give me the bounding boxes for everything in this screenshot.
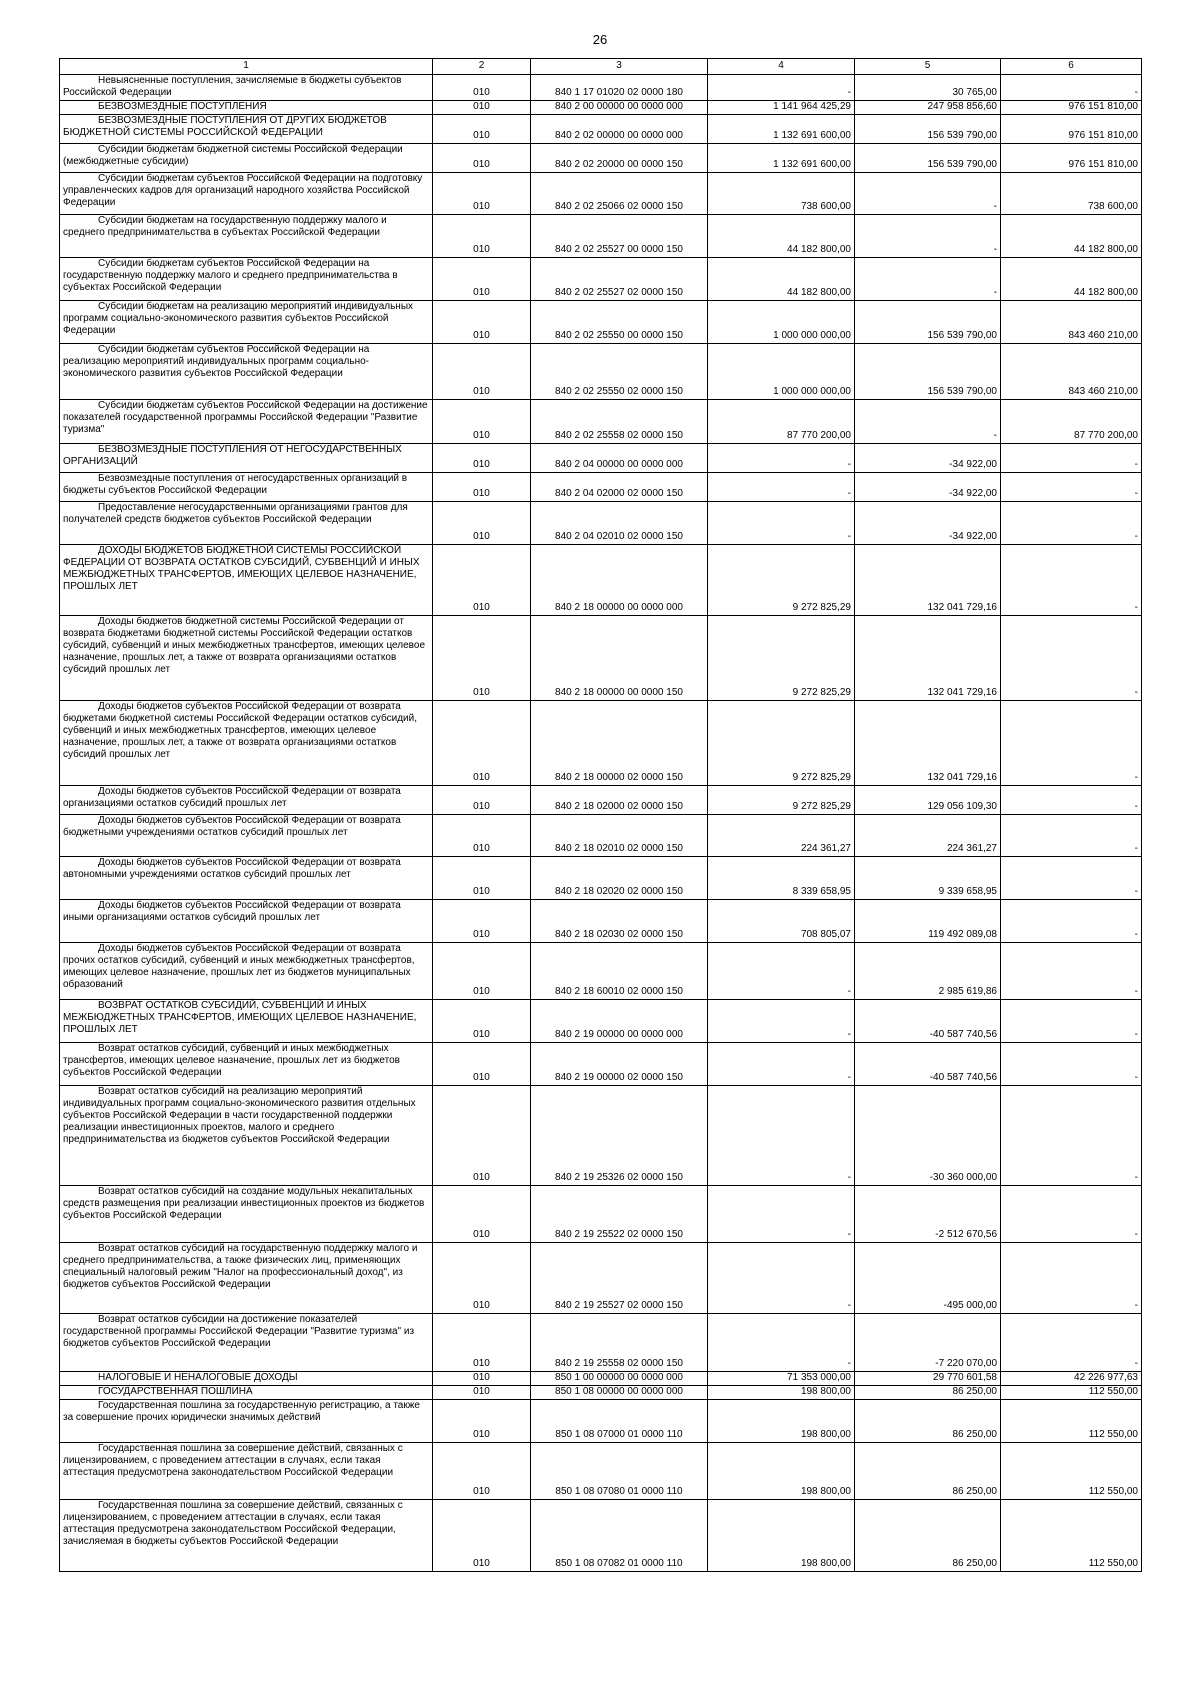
cell-unexecuted: - [1001, 545, 1142, 616]
cell-line-code: 010 [433, 473, 531, 502]
cell-unexecuted: 112 550,00 [1001, 1400, 1142, 1443]
cell-name: Государственная пошлина за совершение действий, связанных с лицензированием, с проведением аттестации в случаях, если такая аттестация предусмотрена законодательством Российской Федерации, зачисляемая в бюджеты субъектов Российской Федерации [60, 1500, 433, 1572]
cell-approved: 1 132 691 600,00 [708, 115, 855, 144]
table-row [60, 786, 1142, 815]
cell-executed: 132 041 729,16 [855, 701, 1001, 786]
cell-unexecuted: - [1001, 701, 1142, 786]
cell-name: НАЛОГОВЫЕ И НЕНАЛОГОВЫЕ ДОХОДЫ [60, 1372, 433, 1386]
cell-line-code: 010 [433, 215, 531, 258]
cell-approved: 224 361,27 [708, 815, 855, 857]
cell-line-code: 010 [433, 1314, 531, 1372]
cell-unexecuted: - [1001, 786, 1142, 815]
cell-line-code: 010 [433, 943, 531, 1000]
cell-executed: 132 041 729,16 [855, 545, 1001, 616]
cell-budget-code: 840 1 17 01020 02 0000 180 [531, 75, 708, 101]
cell-executed: 86 250,00 [855, 1443, 1001, 1500]
cell-approved: 87 770 200,00 [708, 400, 855, 444]
cell-approved: - [708, 1314, 855, 1372]
cell-line-code: 010 [433, 444, 531, 473]
cell-name: Государственная пошлина за совершение действий, связанных с лицензированием, с проведением аттестации в случаях, если такая аттестация предусмотрена законодательством Российской Федерации [60, 1443, 433, 1500]
cell-budget-code: 840 2 18 02010 02 0000 150 [531, 815, 708, 857]
cell-approved: - [708, 1243, 855, 1314]
cell-name: Возврат остатков субсидий, субвенций и иных межбюджетных трансфертов, имеющих целевое назначение, прошлых лет из бюджетов субъектов Российской Федерации [60, 1043, 433, 1086]
table-row [60, 473, 1142, 502]
cell-approved: 44 182 800,00 [708, 215, 855, 258]
cell-unexecuted: 738 600,00 [1001, 173, 1142, 215]
cell-executed: -34 922,00 [855, 473, 1001, 502]
cell-unexecuted: - [1001, 444, 1142, 473]
cell-name: Субсидии бюджетам на реализацию мероприятий индивидуальных программ социально-экономического развития субъектов Российской Федерации [60, 301, 433, 344]
cell-name: ГОСУДАРСТВЕННАЯ ПОШЛИНА [60, 1386, 433, 1400]
revenue-table [59, 58, 1142, 1572]
cell-unexecuted: - [1001, 815, 1142, 857]
cell-line-code: 010 [433, 1243, 531, 1314]
cell-approved: 9 272 825,29 [708, 545, 855, 616]
cell-line-code: 010 [433, 258, 531, 301]
table-row [60, 857, 1142, 900]
cell-approved: 9 272 825,29 [708, 616, 855, 701]
cell-unexecuted: - [1001, 502, 1142, 545]
cell-executed: 132 041 729,16 [855, 616, 1001, 701]
cell-line-code: 010 [433, 1086, 531, 1186]
cell-line-code: 010 [433, 344, 531, 400]
cell-unexecuted: - [1001, 616, 1142, 701]
cell-budget-code: 850 1 08 00000 00 0000 000 [531, 1386, 708, 1400]
cell-unexecuted: - [1001, 1000, 1142, 1043]
cell-executed: 129 056 109,30 [855, 786, 1001, 815]
cell-name: Безвозмездные поступления от негосударственных организаций в бюджеты субъектов Российской Федерации [60, 473, 433, 502]
cell-executed: -34 922,00 [855, 502, 1001, 545]
cell-approved: 9 272 825,29 [708, 786, 855, 815]
cell-name: Доходы бюджетов субъектов Российской Федерации от возврата прочих остатков субсидий, субвенций и иных межбюджетных трансфертов, имеющих целевое назначение, прошлых лет из бюджетов муниципальных образований [60, 943, 433, 1000]
cell-approved: - [708, 1086, 855, 1186]
cell-line-code: 010 [433, 1500, 531, 1572]
table-row [60, 75, 1142, 101]
cell-executed: 247 958 856,60 [855, 101, 1001, 115]
cell-budget-code: 850 1 08 07080 01 0000 110 [531, 1443, 708, 1500]
cell-line-code: 010 [433, 1000, 531, 1043]
cell-name: Доходы бюджетов субъектов Российской Федерации от возврата автономными учреждениями остатков субсидий прошлых лет [60, 857, 433, 900]
cell-line-code: 010 [433, 75, 531, 101]
cell-approved: 738 600,00 [708, 173, 855, 215]
cell-executed: -7 220 070,00 [855, 1314, 1001, 1372]
table-row [60, 144, 1142, 173]
cell-executed: -40 587 740,56 [855, 1000, 1001, 1043]
cell-name: Доходы бюджетов субъектов Российской Федерации от возврата бюджетными учреждениями остатков субсидий прошлых лет [60, 815, 433, 857]
cell-line-code: 010 [433, 815, 531, 857]
cell-name: Доходы бюджетов субъектов Российской Федерации от возврата организациями остатков субсидий прошлых лет [60, 786, 433, 815]
cell-executed: 9 339 658,95 [855, 857, 1001, 900]
table-row [60, 1186, 1142, 1243]
cell-approved: - [708, 943, 855, 1000]
cell-unexecuted: - [1001, 75, 1142, 101]
cell-line-code: 010 [433, 1372, 531, 1386]
cell-name: Возврат остатков субсидии на достижение показателей государственной программы Российской Федерации "Развитие туризма" из бюджетов субъектов Российской Федерации [60, 1314, 433, 1372]
cell-name: БЕЗВОЗМЕЗДНЫЕ ПОСТУПЛЕНИЯ [60, 101, 433, 115]
cell-name: ВОЗВРАТ ОСТАТКОВ СУБСИДИЙ, СУБВЕНЦИЙ И ИНЫХ МЕЖБЮДЖЕТНЫХ ТРАНСФЕРТОВ, ИМЕЮЩИХ ЦЕЛЕВОЕ НАЗНАЧЕНИЕ, ПРОШЛЫХ ЛЕТ [60, 1000, 433, 1043]
table-row [60, 173, 1142, 215]
cell-approved: - [708, 1000, 855, 1043]
cell-budget-code: 840 2 19 25326 02 0000 150 [531, 1086, 708, 1186]
cell-unexecuted: 976 151 810,00 [1001, 144, 1142, 173]
table-row [60, 1500, 1142, 1572]
cell-name: Невыясненные поступления, зачисляемые в бюджеты субъектов Российской Федерации [60, 75, 433, 101]
cell-budget-code: 840 2 19 00000 02 0000 150 [531, 1043, 708, 1086]
cell-budget-code: 840 2 00 00000 00 0000 000 [531, 101, 708, 115]
cell-executed: 29 770 601,58 [855, 1372, 1001, 1386]
cell-executed: - [855, 400, 1001, 444]
cell-name: Субсидии бюджетам бюджетной системы Российской Федерации (межбюджетные субсидии) [60, 144, 433, 173]
cell-approved: 44 182 800,00 [708, 258, 855, 301]
cell-budget-code: 850 1 08 07082 01 0000 110 [531, 1500, 708, 1572]
cell-executed: -34 922,00 [855, 444, 1001, 473]
cell-unexecuted: 843 460 210,00 [1001, 301, 1142, 344]
table-row [60, 701, 1142, 786]
cell-executed: -40 587 740,56 [855, 1043, 1001, 1086]
cell-unexecuted: 44 182 800,00 [1001, 215, 1142, 258]
cell-line-code: 010 [433, 502, 531, 545]
cell-approved: 198 800,00 [708, 1500, 855, 1572]
cell-name: Возврат остатков субсидий на реализацию мероприятий индивидуальных программ социально-экономического развития отдельных субъектов Российской Федерации в части государственной поддержки реализации инвестиционных проектов, малого и среднего предпринимательства из бюджетов субъектов Российской Федерации [60, 1086, 433, 1186]
cell-approved: 71 353 000,00 [708, 1372, 855, 1386]
cell-name: БЕЗВОЗМЕЗДНЫЕ ПОСТУПЛЕНИЯ ОТ ДРУГИХ БЮДЖЕТОВ БЮДЖЕТНОЙ СИСТЕМЫ РОССИЙСКОЙ ФЕДЕРАЦИИ [60, 115, 433, 144]
cell-name: Субсидии бюджетам субъектов Российской Федерации на реализацию мероприятий индивидуальных программ социально-экономического развития субъектов Российской Федерации [60, 344, 433, 400]
cell-budget-code: 840 2 02 25558 02 0000 150 [531, 400, 708, 444]
cell-name: БЕЗВОЗМЕЗДНЫЕ ПОСТУПЛЕНИЯ ОТ НЕГОСУДАРСТВЕННЫХ ОРГАНИЗАЦИЙ [60, 444, 433, 473]
table-row [60, 215, 1142, 258]
cell-name: Государственная пошлина за государственную регистрацию, а также за совершение прочих юридически значимых действий [60, 1400, 433, 1443]
cell-approved: - [708, 502, 855, 545]
cell-approved: 1 141 964 425,29 [708, 101, 855, 115]
cell-executed: - [855, 173, 1001, 215]
header-col-5: 5 [855, 59, 1001, 75]
cell-name: Предоставление негосударственными организациями грантов для получателей средств бюджетов субъектов Российской Федерации [60, 502, 433, 545]
cell-line-code: 010 [433, 857, 531, 900]
cell-approved: 8 339 658,95 [708, 857, 855, 900]
cell-name: Субсидии бюджетам субъектов Российской Федерации на подготовку управленческих кадров для организаций народного хозяйства Российской Федерации [60, 173, 433, 215]
table-row [60, 1314, 1142, 1372]
cell-line-code: 010 [433, 1443, 531, 1500]
cell-unexecuted: - [1001, 900, 1142, 943]
cell-budget-code: 840 2 18 02000 02 0000 150 [531, 786, 708, 815]
cell-approved: 1 000 000 000,00 [708, 344, 855, 400]
cell-budget-code: 840 2 18 60010 02 0000 150 [531, 943, 708, 1000]
cell-budget-code: 840 2 18 00000 02 0000 150 [531, 701, 708, 786]
table-row [60, 101, 1142, 115]
cell-budget-code: 840 2 04 00000 00 0000 000 [531, 444, 708, 473]
cell-executed: - [855, 215, 1001, 258]
cell-approved: 9 272 825,29 [708, 701, 855, 786]
cell-unexecuted: - [1001, 1243, 1142, 1314]
cell-line-code: 010 [433, 301, 531, 344]
cell-unexecuted: 42 226 977,63 [1001, 1372, 1142, 1386]
page-number: 26 [592, 32, 608, 47]
cell-executed: 156 539 790,00 [855, 301, 1001, 344]
cell-budget-code: 840 2 02 20000 00 0000 150 [531, 144, 708, 173]
cell-budget-code: 840 2 02 25527 00 0000 150 [531, 215, 708, 258]
cell-budget-code: 840 2 04 02000 02 0000 150 [531, 473, 708, 502]
cell-line-code: 010 [433, 616, 531, 701]
cell-line-code: 010 [433, 173, 531, 215]
cell-executed: 156 539 790,00 [855, 115, 1001, 144]
header-row [60, 59, 1142, 75]
table-row [60, 1443, 1142, 1500]
cell-line-code: 010 [433, 101, 531, 115]
cell-unexecuted: - [1001, 1086, 1142, 1186]
table-row [60, 1372, 1142, 1386]
table-header [60, 59, 1142, 75]
table-row [60, 1243, 1142, 1314]
table-body [60, 75, 1142, 1572]
cell-unexecuted: 44 182 800,00 [1001, 258, 1142, 301]
cell-name: Доходы бюджетов бюджетной системы Российской Федерации от возврата бюджетами бюджетной системы Российской Федерации остатков субсидий, субвенций и иных межбюджетных трансфертов, имеющих целевое назначение, прошлых лет, а также от возврата организациями остатков субсидий прошлых лет [60, 616, 433, 701]
cell-unexecuted: 112 550,00 [1001, 1443, 1142, 1500]
cell-approved: - [708, 444, 855, 473]
cell-unexecuted: 112 550,00 [1001, 1386, 1142, 1400]
cell-approved: 1 132 691 600,00 [708, 144, 855, 173]
cell-budget-code: 840 2 19 25527 02 0000 150 [531, 1243, 708, 1314]
table-row [60, 344, 1142, 400]
cell-name: Возврат остатков субсидий на создание модульных некапитальных средств размещения при реализации инвестиционных проектов из бюджетов субъектов Российской Федерации [60, 1186, 433, 1243]
cell-approved: 198 800,00 [708, 1386, 855, 1400]
table-row [60, 815, 1142, 857]
cell-budget-code: 840 2 02 00000 00 0000 000 [531, 115, 708, 144]
cell-unexecuted: - [1001, 1043, 1142, 1086]
cell-approved: - [708, 1186, 855, 1243]
table-row [60, 616, 1142, 701]
cell-unexecuted: - [1001, 943, 1142, 1000]
cell-approved: 198 800,00 [708, 1443, 855, 1500]
cell-unexecuted: 843 460 210,00 [1001, 344, 1142, 400]
cell-line-code: 010 [433, 1386, 531, 1400]
cell-budget-code: 840 2 04 02010 02 0000 150 [531, 502, 708, 545]
table-row [60, 400, 1142, 444]
cell-name: Возврат остатков субсидий на государственную поддержку малого и среднего предпринимательства, а также физических лиц, применяющих специальный налоговый режим "Налог на профессиональный доход", из бюджетов субъектов Российской Федерации [60, 1243, 433, 1314]
header-col-4: 4 [708, 59, 855, 75]
cell-executed: 86 250,00 [855, 1400, 1001, 1443]
cell-budget-code: 840 2 02 25066 02 0000 150 [531, 173, 708, 215]
cell-line-code: 010 [433, 1043, 531, 1086]
cell-executed: -2 512 670,56 [855, 1186, 1001, 1243]
cell-budget-code: 840 2 18 00000 00 0000 000 [531, 545, 708, 616]
cell-budget-code: 850 1 08 07000 01 0000 110 [531, 1400, 708, 1443]
table-row [60, 1386, 1142, 1400]
table-row [60, 545, 1142, 616]
table-row [60, 115, 1142, 144]
cell-unexecuted: 976 151 810,00 [1001, 115, 1142, 144]
cell-executed: -30 360 000,00 [855, 1086, 1001, 1186]
cell-budget-code: 840 2 18 00000 00 0000 150 [531, 616, 708, 701]
table-row [60, 900, 1142, 943]
table-row [60, 1400, 1142, 1443]
cell-unexecuted: - [1001, 473, 1142, 502]
cell-name: ДОХОДЫ БЮДЖЕТОВ БЮДЖЕТНОЙ СИСТЕМЫ РОССИЙСКОЙ ФЕДЕРАЦИИ ОТ ВОЗВРАТА ОСТАТКОВ СУБСИДИЙ, СУБВЕНЦИЙ И ИНЫХ МЕЖБЮДЖЕТНЫХ ТРАНСФЕРТОВ, ИМЕЮЩИХ ЦЕЛЕВОЕ НАЗНАЧЕНИЕ, ПРОШЛЫХ ЛЕТ [60, 545, 433, 616]
header-col-1: 1 [60, 59, 433, 75]
cell-budget-code: 840 2 02 25550 00 0000 150 [531, 301, 708, 344]
cell-name: Доходы бюджетов субъектов Российской Федерации от возврата иными организациями остатков субсидий прошлых лет [60, 900, 433, 943]
cell-line-code: 010 [433, 1186, 531, 1243]
cell-line-code: 010 [433, 1400, 531, 1443]
table-row [60, 444, 1142, 473]
cell-approved: - [708, 1043, 855, 1086]
cell-executed: 119 492 089,08 [855, 900, 1001, 943]
cell-unexecuted: 87 770 200,00 [1001, 400, 1142, 444]
cell-name: Доходы бюджетов субъектов Российской Федерации от возврата бюджетами бюджетной системы Российской Федерации остатков субсидий, субвенций и иных межбюджетных трансфертов, имеющих целевое назначение, прошлых лет, а также от возврата организациями остатков субсидий прошлых лет [60, 701, 433, 786]
cell-executed: 224 361,27 [855, 815, 1001, 857]
cell-line-code: 010 [433, 545, 531, 616]
cell-executed: 86 250,00 [855, 1500, 1001, 1572]
cell-name: Субсидии бюджетам субъектов Российской Федерации на достижение показателей государственной программы Российской Федерации "Развитие туризма" [60, 400, 433, 444]
cell-budget-code: 840 2 19 25522 02 0000 150 [531, 1186, 708, 1243]
cell-executed: 2 985 619,86 [855, 943, 1001, 1000]
header-col-2: 2 [433, 59, 531, 75]
header-col-6: 6 [1001, 59, 1142, 75]
cell-approved: - [708, 75, 855, 101]
cell-executed: 30 765,00 [855, 75, 1001, 101]
cell-unexecuted: 976 151 810,00 [1001, 101, 1142, 115]
cell-line-code: 010 [433, 900, 531, 943]
cell-executed: 156 539 790,00 [855, 344, 1001, 400]
table-row [60, 1000, 1142, 1043]
cell-approved: 198 800,00 [708, 1400, 855, 1443]
cell-executed: -495 000,00 [855, 1243, 1001, 1314]
cell-budget-code: 840 2 18 02030 02 0000 150 [531, 900, 708, 943]
cell-line-code: 010 [433, 144, 531, 173]
cell-name: Субсидии бюджетам на государственную поддержку малого и среднего предпринимательства в субъектах Российской Федерации [60, 215, 433, 258]
table-row [60, 1043, 1142, 1086]
cell-approved: 1 000 000 000,00 [708, 301, 855, 344]
cell-unexecuted: - [1001, 1314, 1142, 1372]
table-row [60, 1086, 1142, 1186]
cell-budget-code: 850 1 00 00000 00 0000 000 [531, 1372, 708, 1386]
table-row [60, 502, 1142, 545]
cell-budget-code: 840 2 02 25527 02 0000 150 [531, 258, 708, 301]
cell-budget-code: 840 2 18 02020 02 0000 150 [531, 857, 708, 900]
cell-executed: 86 250,00 [855, 1386, 1001, 1400]
table-row [60, 258, 1142, 301]
cell-line-code: 010 [433, 400, 531, 444]
cell-unexecuted: - [1001, 1186, 1142, 1243]
table-row [60, 301, 1142, 344]
cell-unexecuted: - [1001, 857, 1142, 900]
cell-name: Субсидии бюджетам субъектов Российской Федерации на государственную поддержку малого и среднего предпринимательства в субъектах Российской Федерации [60, 258, 433, 301]
cell-budget-code: 840 2 19 25558 02 0000 150 [531, 1314, 708, 1372]
cell-unexecuted: 112 550,00 [1001, 1500, 1142, 1572]
cell-budget-code: 840 2 02 25550 02 0000 150 [531, 344, 708, 400]
cell-line-code: 010 [433, 701, 531, 786]
cell-line-code: 010 [433, 115, 531, 144]
cell-line-code: 010 [433, 786, 531, 815]
cell-budget-code: 840 2 19 00000 00 0000 000 [531, 1000, 708, 1043]
cell-approved: 708 805,07 [708, 900, 855, 943]
cell-executed: 156 539 790,00 [855, 144, 1001, 173]
cell-executed: - [855, 258, 1001, 301]
header-col-3: 3 [531, 59, 708, 75]
cell-approved: - [708, 473, 855, 502]
table-row [60, 943, 1142, 1000]
